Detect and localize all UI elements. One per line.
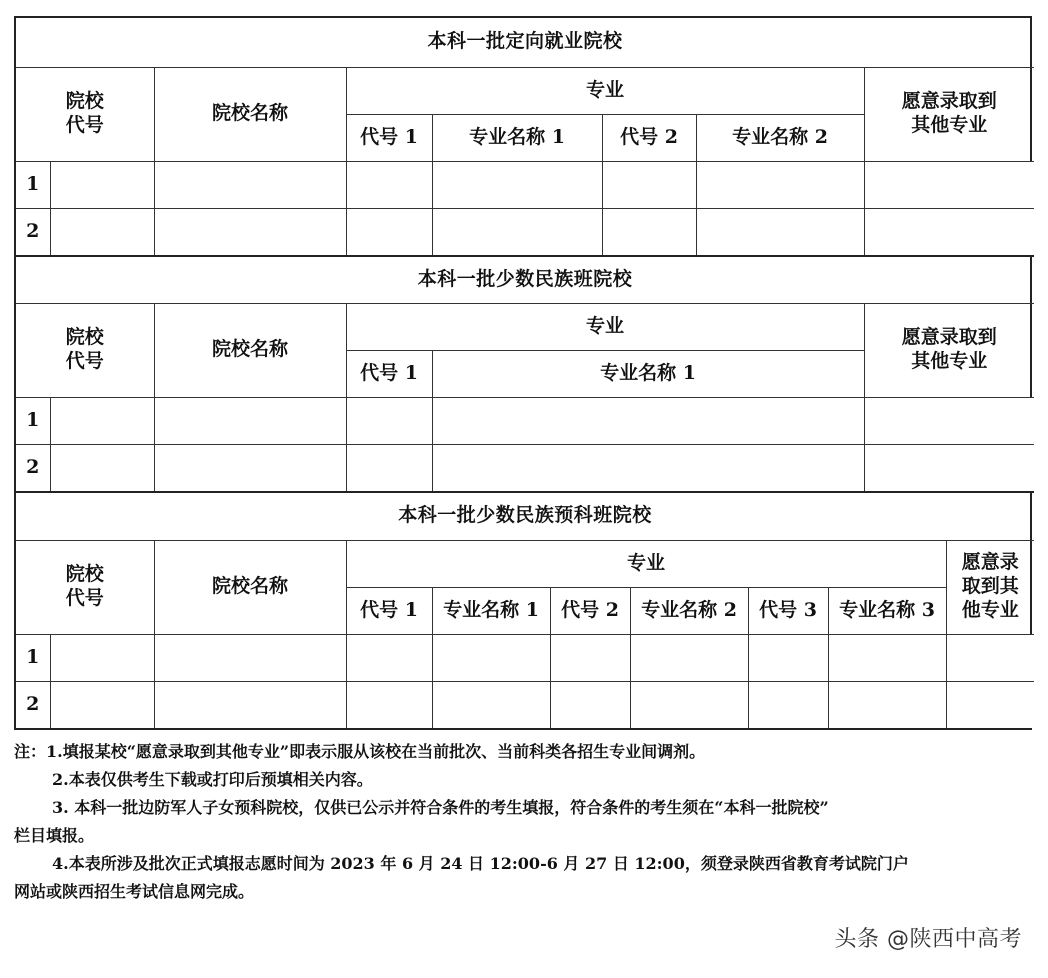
major-code-3-header: 代号 3: [748, 587, 828, 634]
major-code-2-header: 代号 2: [550, 587, 630, 634]
school-code-cell[interactable]: [50, 397, 154, 444]
major-name-1-header: 专业名称 1: [432, 114, 602, 161]
major-code-cell[interactable]: [346, 634, 432, 681]
willing-cell[interactable]: [864, 161, 1034, 208]
major-name-cell[interactable]: [828, 681, 946, 728]
section-title: 本科一批定向就业院校: [16, 18, 1034, 67]
major-name-cell[interactable]: [432, 208, 602, 255]
table-row: [16, 161, 1034, 208]
school-name-header: 院校名称: [154, 540, 346, 634]
school-name-cell[interactable]: [154, 208, 346, 255]
school-code-header: 院校 代号: [16, 540, 154, 634]
major-code-cell[interactable]: [602, 161, 696, 208]
willing-cell[interactable]: [864, 444, 1034, 491]
school-name-cell[interactable]: [154, 161, 346, 208]
major-name-cell[interactable]: [432, 444, 864, 491]
notes-section: [14, 738, 1036, 906]
school-code-cell[interactable]: [50, 634, 154, 681]
section-ethnic-minority-preparatory: [16, 491, 1034, 728]
table-row: [16, 397, 1034, 444]
school-name-cell[interactable]: [154, 681, 346, 728]
school-name-cell[interactable]: [154, 397, 346, 444]
major-header: 专业: [346, 303, 864, 350]
school-code-cell[interactable]: [50, 444, 154, 491]
major-header: 专业: [346, 67, 864, 114]
school-code-cell[interactable]: [50, 161, 154, 208]
row-number: 2: [16, 444, 50, 491]
table-row: [16, 634, 1034, 681]
major-code-1-header: 代号 1: [346, 587, 432, 634]
major-code-cell[interactable]: [346, 208, 432, 255]
note-2: 2.本表仅供考生下载或打印后预填相关内容。: [52, 770, 373, 789]
table-row: [16, 681, 1034, 728]
major-code-2-header: 代号 2: [602, 114, 696, 161]
willing-other-major-header: 愿意录取到 其他专业: [864, 303, 1034, 397]
major-code-cell[interactable]: [346, 681, 432, 728]
major-name-2-header: 专业名称 2: [696, 114, 864, 161]
major-code-cell[interactable]: [748, 634, 828, 681]
major-name-cell[interactable]: [432, 634, 550, 681]
section-directed-employment: [16, 18, 1034, 255]
school-code-cell[interactable]: [50, 208, 154, 255]
school-name-cell[interactable]: [154, 444, 346, 491]
major-code-1-header: 代号 1: [346, 114, 432, 161]
major-name-1-header: 专业名称 1: [432, 350, 864, 397]
major-name-cell[interactable]: [630, 634, 748, 681]
row-number: 1: [16, 634, 50, 681]
willing-cell[interactable]: [946, 681, 1034, 728]
major-code-1-header: 代号 1: [346, 350, 432, 397]
major-name-2-header: 专业名称 2: [630, 587, 748, 634]
major-code-cell[interactable]: [346, 397, 432, 444]
school-code-header: 院校 代号: [16, 67, 154, 161]
note-1: 注：1.填报某校“愿意录取到其他专业”即表示服从该校在当前批次、当前科类各招生专业间调剂。: [14, 742, 706, 761]
major-name-cell[interactable]: [696, 161, 864, 208]
major-name-3-header: 专业名称 3: [828, 587, 946, 634]
row-number: 1: [16, 161, 50, 208]
major-name-cell[interactable]: [432, 161, 602, 208]
section-ethnic-minority-class: [16, 255, 1034, 491]
willing-cell[interactable]: [864, 397, 1034, 444]
watermark: 头条 @陕西中高考: [834, 927, 1022, 952]
willing-cell[interactable]: [946, 634, 1034, 681]
major-code-cell[interactable]: [346, 161, 432, 208]
volunteer-form: [14, 16, 1032, 730]
major-name-cell[interactable]: [432, 681, 550, 728]
section-title: 本科一批少数民族预科班院校: [16, 492, 1034, 540]
willing-cell[interactable]: [864, 208, 1034, 255]
major-header: 专业: [346, 540, 946, 587]
major-code-cell[interactable]: [602, 208, 696, 255]
table-row: [16, 444, 1034, 491]
school-code-cell[interactable]: [50, 681, 154, 728]
note-3: 3. 本科一批边防军人子女预科院校，仅供已公示并符合条件的考生填报，符合条件的考生须在“本科一批院校”: [52, 798, 829, 817]
major-code-cell[interactable]: [748, 681, 828, 728]
major-code-cell[interactable]: [346, 444, 432, 491]
major-name-cell[interactable]: [630, 681, 748, 728]
willing-other-major-header: 愿意录 取到其 他专业: [946, 540, 1034, 634]
major-code-cell[interactable]: [550, 634, 630, 681]
school-name-header: 院校名称: [154, 67, 346, 161]
school-name-header: 院校名称: [154, 303, 346, 397]
note-4: 4.本表所涉及批次正式填报志愿时间为 2023 年 6 月 24 日 12:00-6 月 27 日 12:00，须登录陕西省教育考试院门户: [52, 854, 909, 873]
row-number: 1: [16, 397, 50, 444]
section-title: 本科一批少数民族班院校: [16, 256, 1034, 303]
major-code-cell[interactable]: [550, 681, 630, 728]
row-number: 2: [16, 681, 50, 728]
table-row: [16, 208, 1034, 255]
row-number: 2: [16, 208, 50, 255]
major-name-cell[interactable]: [828, 634, 946, 681]
school-code-header: 院校 代号: [16, 303, 154, 397]
school-name-cell[interactable]: [154, 634, 346, 681]
major-name-1-header: 专业名称 1: [432, 587, 550, 634]
note-4-continued: 网站或陕西招生考试信息网完成。: [14, 882, 255, 901]
note-3-continued: 栏目填报。: [14, 826, 95, 845]
willing-other-major-header: 愿意录取到 其他专业: [864, 67, 1034, 161]
major-name-cell[interactable]: [432, 397, 864, 444]
major-name-cell[interactable]: [696, 208, 864, 255]
